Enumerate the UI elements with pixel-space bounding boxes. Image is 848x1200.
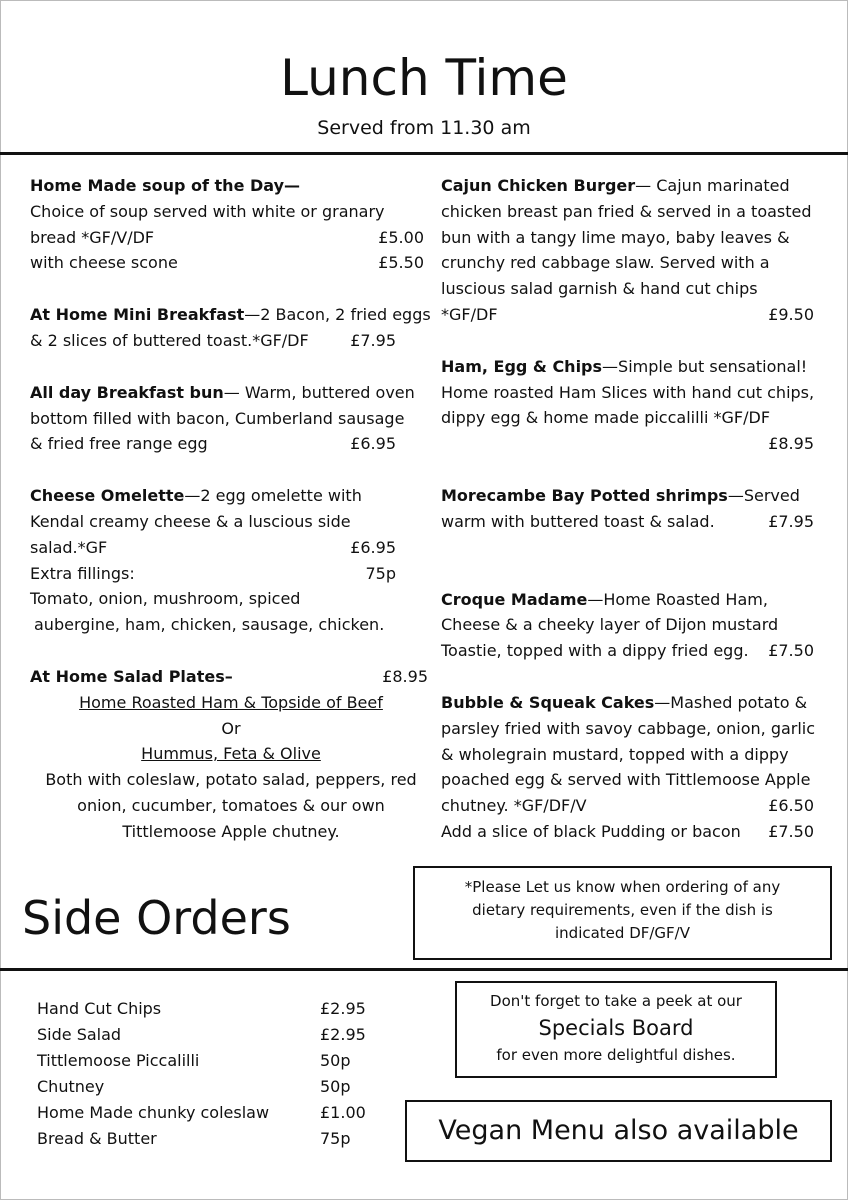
item-price: £6.95 <box>350 537 396 557</box>
side-order-row <box>37 1048 366 1074</box>
menu-item-bubble-squeak <box>441 690 826 845</box>
menu-item-salad-plates <box>30 664 432 845</box>
item-desc: luscious salad garnish & hand cut chips <box>441 279 758 299</box>
item-price: £9.50 <box>768 304 814 324</box>
item-desc: Cheese & a cheeky layer of Dijon mustard <box>441 615 779 635</box>
item-desc: Kendal creamy cheese & a luscious side <box>30 511 351 531</box>
item-desc: Add a slice of black Pudding or bacon <box>441 821 741 841</box>
item-desc: parsley fried with savoy cabbage, onion, garlic <box>441 718 816 738</box>
side-order-row <box>37 1100 366 1126</box>
item-price: £8.95 <box>768 434 814 454</box>
right-menu-column <box>441 173 826 845</box>
top-divider <box>0 152 848 155</box>
item-desc: bun with a tangy lime mayo, baby leaves & <box>441 227 790 247</box>
item-desc: —Simple but sensational! <box>602 356 808 376</box>
item-desc: *GF/DF <box>441 304 498 324</box>
dietary-note-line: indicated DF/GF/V <box>555 924 690 942</box>
item-desc: & wholegrain mustard, topped with a dippy <box>441 744 789 764</box>
item-desc: dippy egg & home made piccalilli *GF/DF <box>441 408 771 428</box>
item-desc: —2 Bacon, 2 fried eggs <box>244 305 431 325</box>
item-desc: crunchy red cabbage slaw. Served with a <box>441 253 770 273</box>
item-desc: Home roasted Ham Slices with hand cut chips, <box>441 382 815 402</box>
item-desc: Tittlemoose Apple chutney. <box>122 821 340 841</box>
side-order-name: Tittlemoose Piccalilli <box>37 1051 200 1070</box>
vegan-menu-box <box>405 1100 832 1162</box>
salad-option: Hummus, Feta & Olive <box>141 744 321 764</box>
side-orders-title: Side Orders <box>22 891 291 945</box>
item-name: Home Made soup of the Day— <box>30 176 300 195</box>
item-desc: — Warm, buttered oven <box>223 382 415 402</box>
item-desc: aubergine, ham, chicken, sausage, chicken. <box>34 615 385 635</box>
menu-item-omelette <box>30 483 432 638</box>
item-name: Morecambe Bay Potted shrimps <box>441 485 728 505</box>
item-desc: with cheese scone <box>30 253 178 273</box>
menu-item-ham-egg-chips <box>441 354 826 457</box>
side-order-price: 75p <box>320 1129 351 1148</box>
item-desc: poached egg & served with Tittlemoose Apple <box>441 770 811 790</box>
menu-item-croque-madame <box>441 587 826 664</box>
item-desc: salad.*GF <box>30 537 108 557</box>
item-desc: warm with buttered toast & salad. <box>441 511 715 531</box>
item-name: Ham, Egg & Chips <box>441 356 603 376</box>
item-desc: Both with coleslaw, potato salad, peppers, red <box>45 770 417 790</box>
item-name: At Home Salad Plates– <box>30 666 233 686</box>
item-desc: chicken breast pan fried & served in a toasted <box>441 201 812 221</box>
side-order-row <box>37 1126 366 1152</box>
menu-item-breakfast-bun <box>30 380 432 457</box>
side-order-price: £2.95 <box>320 1025 366 1044</box>
item-name: Croque Madame <box>441 589 588 609</box>
item-desc: & 2 slices of buttered toast.*GF/DF <box>30 330 309 350</box>
dietary-note-line: dietary requirements, even if the dish is <box>472 901 773 919</box>
item-price: £8.95 <box>382 666 428 686</box>
specials-line: for even more delightful dishes. <box>496 1046 736 1064</box>
item-price: £6.95 <box>350 434 396 454</box>
item-desc: —Served <box>727 485 800 505</box>
vegan-menu-text: Vegan Menu also available <box>438 1115 799 1146</box>
item-desc: Extra fillings: <box>30 563 135 583</box>
item-desc: Tomato, onion, mushroom, spiced <box>30 589 301 609</box>
item-desc: —2 egg omelette with <box>184 486 362 506</box>
dietary-note-box <box>413 866 832 960</box>
item-desc: bread *GF/V/DF <box>30 227 155 247</box>
item-desc: —Home Roasted Ham, <box>587 589 768 609</box>
side-order-name: Chutney <box>37 1077 105 1096</box>
item-price: 75p <box>365 563 396 583</box>
side-order-row <box>37 1022 366 1048</box>
side-order-price: 50p <box>320 1077 351 1096</box>
item-desc: Choice of soup served with white or granary <box>30 201 385 221</box>
menu-item-potted-shrimps <box>441 483 826 535</box>
specials-line: Don't forget to take a peek at our <box>490 992 742 1010</box>
page-title: Lunch Time <box>280 49 568 107</box>
left-menu-column <box>30 173 432 845</box>
item-name: Cheese Omelette <box>30 486 185 506</box>
item-desc: & fried free range egg <box>30 434 208 454</box>
item-name: All day Breakfast bun <box>30 382 224 402</box>
salad-or: Or <box>221 718 241 738</box>
item-desc: — Cajun marinated <box>635 176 790 195</box>
item-name: Bubble & Squeak Cakes <box>441 692 655 712</box>
side-order-price: £1.00 <box>320 1103 366 1122</box>
side-order-name: Side Salad <box>37 1025 122 1044</box>
item-price: £7.95 <box>350 330 396 350</box>
item-desc: —Mashed potato & <box>654 692 808 712</box>
item-price: £7.50 <box>768 641 814 661</box>
item-price: £5.50 <box>378 253 424 273</box>
specials-heading: Specials Board <box>538 1016 694 1040</box>
menu-item-mini-breakfast <box>30 302 432 354</box>
item-price: £5.00 <box>378 227 424 247</box>
item-desc: Toastie, topped with a dippy fried egg. <box>441 641 749 661</box>
item-name: Cajun Chicken Burger <box>441 176 636 195</box>
page-subtitle: Served from 11.30 am <box>317 117 531 139</box>
specials-board-box <box>455 981 777 1078</box>
side-order-row <box>37 1074 366 1100</box>
side-orders-list <box>37 996 366 1152</box>
menu-item-soup <box>30 173 432 276</box>
side-order-name: Bread & Butter <box>37 1129 157 1148</box>
menu-item-cajun-burger <box>441 173 826 328</box>
side-order-price: £2.95 <box>320 999 366 1018</box>
salad-option: Home Roasted Ham & Topside of Beef <box>79 692 383 712</box>
item-price: £7.95 <box>768 511 814 531</box>
item-desc: onion, cucumber, tomatoes & our own <box>77 795 385 815</box>
side-order-name: Home Made chunky coleslaw <box>37 1103 270 1122</box>
side-order-row <box>37 996 366 1022</box>
item-price: £7.50 <box>768 821 814 841</box>
item-desc: chutney. *GF/DF/V <box>441 796 587 816</box>
side-order-name: Hand Cut Chips <box>37 999 162 1018</box>
item-price: £6.50 <box>768 796 814 816</box>
item-desc: bottom filled with bacon, Cumberland sausage <box>30 408 405 428</box>
item-name: At Home Mini Breakfast <box>30 305 245 325</box>
side-order-price: 50p <box>320 1051 351 1070</box>
side-orders-divider <box>0 968 848 971</box>
dietary-note-line: *Please Let us know when ordering of any <box>464 878 781 896</box>
